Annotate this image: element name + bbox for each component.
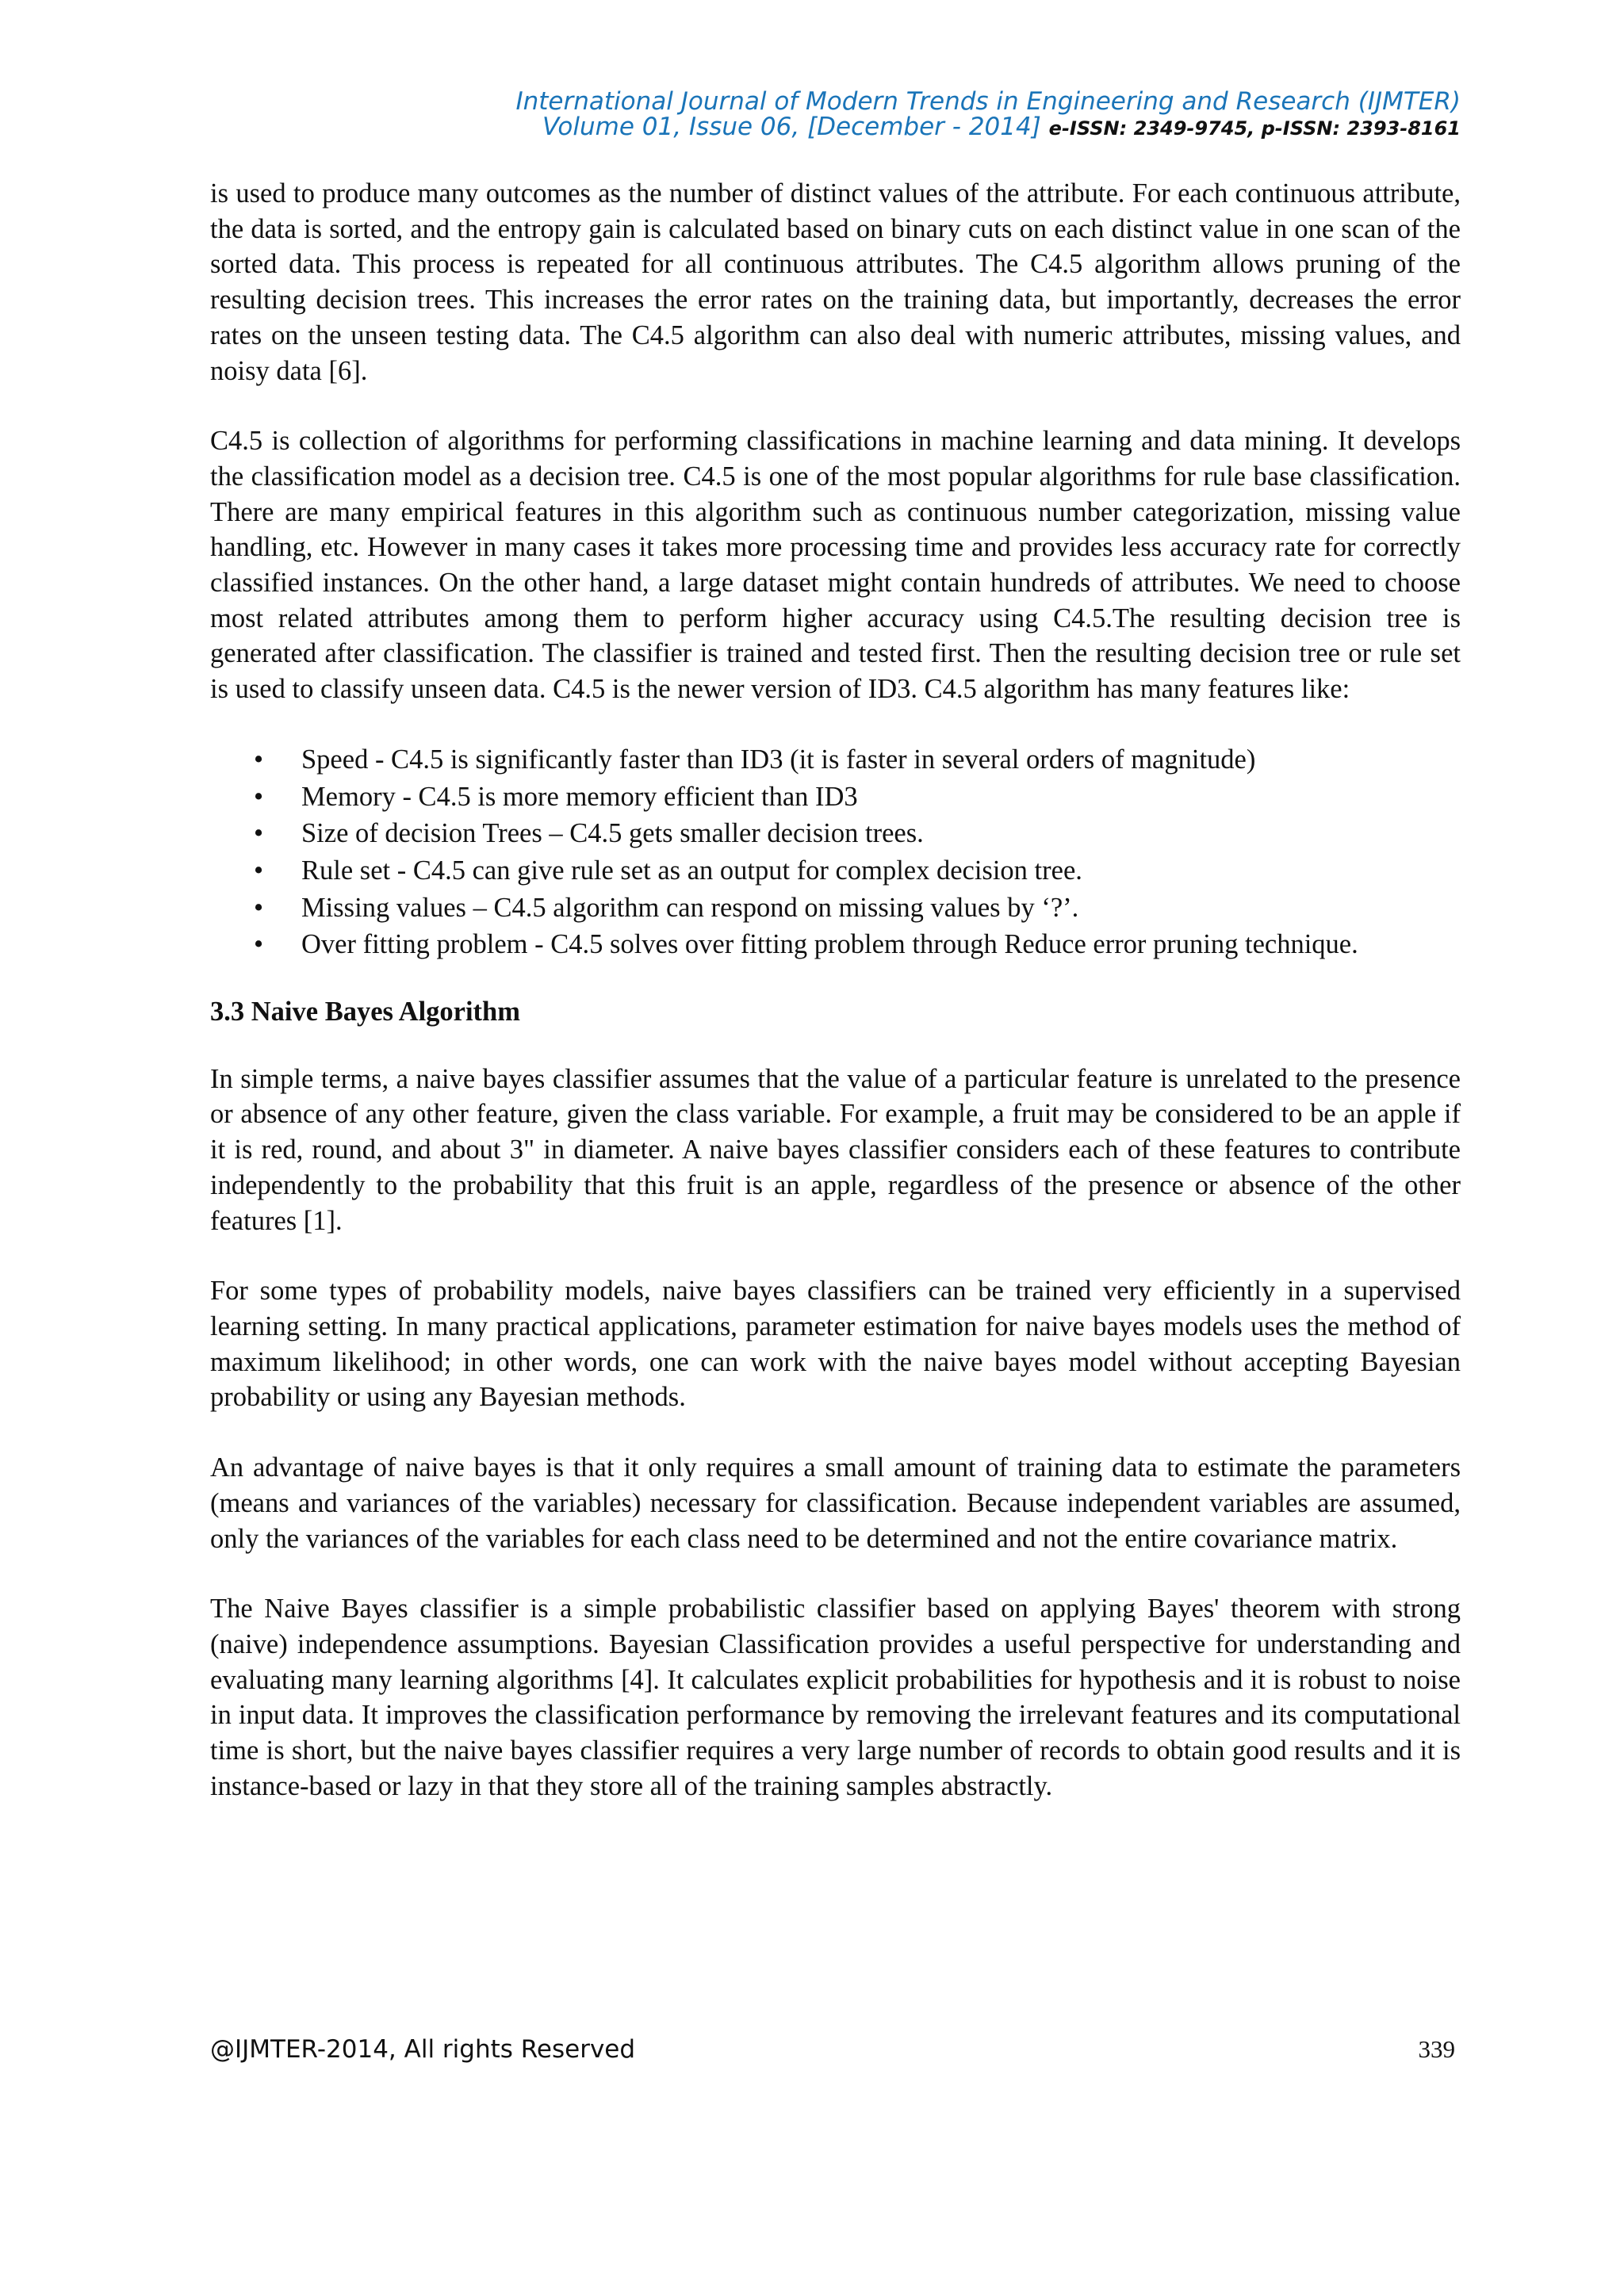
journal-issn: e-ISSN: 2349-9745, p-ISSN: 2393-8161 [1048, 117, 1461, 140]
paragraph-naive-bayes-classifier: The Naive Bayes classifier is a simple probabilistic classifier based on applying Bayes' theorem with strong (naive) independence assumptions. Bayesian Classification provides a useful perspective for understanding and evaluating many learning algorithms [4]. It calculates explicit probabilities for hypothesis and it is robust to noise in input data. It improves the classification performance by removing the irrelevant features and its computational time is short, but the naive bayes classifier requires a very large number of records to obtain good results and it is instance-based or lazy in that they store all of the training samples abstractly. [210, 1594, 1461, 1801]
list-item [210, 779, 1461, 815]
paragraph-c45-pruning: is used to produce many outcomes as the number of distinct values of the attribute. For each continuous attribute, the data is sorted, and the entropy gain is calculated based on binary cuts on each distinct value in one scan of the sorted data. This process is repeated for all continuous attributes. The C4.5 algorithm allows pruning of the resulting decision trees. This increases the error rates on the training data, but importantly, decreases the error rates on the unseen testing data. The C4.5 algorithm can also deal with numeric attributes, missing values, and noisy data [6]. [210, 178, 1461, 386]
paragraph-naive-bayes-advantage: An advantage of naive bayes is that it only requires a small amount of training data to estimate the parameters (means and variances of the variables) necessary for classification. Because independent variables are assumed, only the variances of the variables for each class need to be determined and not the entire covariance matrix. [210, 1452, 1461, 1554]
journal-volume: Volume 01, Issue 06, [December - 2014] [542, 113, 1041, 141]
journal-title: International Journal of Modern Trends in Engineering and Research (IJMTER) [515, 87, 1461, 116]
list-item [210, 927, 1461, 962]
list-item-text: Over fitting problem - C4.5 solves over fitting problem through Reduce error pruning technique. [301, 929, 1358, 960]
c45-features-list [210, 742, 1461, 962]
page-number: 339 [1418, 2035, 1455, 2063]
bullet-icon: • [254, 855, 264, 886]
journal-header [210, 89, 1461, 141]
list-item [210, 853, 1461, 889]
bullet-icon: • [254, 781, 264, 812]
list-item [210, 816, 1461, 851]
bullet-icon: • [254, 818, 264, 849]
list-item-text: Rule set - C4.5 can give rule set as an output for complex decision tree. [301, 855, 1082, 886]
page-content [210, 176, 1461, 1839]
section-heading-naive-bayes: 3.3 Naive Bayes Algorithm [210, 997, 520, 1027]
bullet-icon: • [254, 744, 264, 775]
list-item-text: Size of decision Trees – C4.5 gets smaller decision trees. [301, 818, 924, 849]
bullet-icon: • [254, 929, 264, 960]
footer-copyright: @IJMTER-2014, All rights Reserved [210, 2035, 636, 2064]
bullet-icon: • [254, 892, 264, 923]
paragraph-naive-bayes-training: For some types of probability models, naive bayes classifiers can be trained very efficiently in a supervised learning setting. In many practical applications, parameter estimation for naive bayes models uses the method of maximum likelihood; in other words, one can work with the naive bayes model without accepting Bayesian probability or using any Bayesian methods. [210, 1276, 1461, 1413]
paragraph-naive-bayes-intro: In simple terms, a naive bayes classifier assumes that the value of a particular feature is unrelated to the presence or absence of any other feature, given the class variable. For example, a fruit may be considered to be an apple if it is red, round, and about 3" in diameter. A naive bayes classifier considers each of these features to contribute independently to the probability that this fruit is an apple, regardless of the presence or absence of the other features [1]. [210, 1063, 1461, 1236]
list-item-text: Memory - C4.5 is more memory efficient than ID3 [301, 781, 858, 812]
list-item [210, 742, 1461, 778]
paragraph-c45-overview: C4.5 is collection of algorithms for performing classifications in machine learning and data mining. It develops the classification model as a decision tree. C4.5 is one of the most popular algorithms for rule base classification. There are many empirical features in this algorithm such as continuous number categorization, missing value handling, etc. However in many cases it takes more processing time and provides less accuracy rate for correctly classified instances. On the other hand, a large dataset might contain hundreds of attributes. We need to choose most related attributes among them to perform higher accuracy using C4.5.The resulting decision tree is generated after classification. The classifier is trained and tested first. Then the resulting decision tree or rule set is used to classify unseen data. C4.5 is the newer version of ID3. C4.5 algorithm has many features like: [210, 426, 1461, 705]
list-item-text: Speed - C4.5 is significantly faster than ID3 (it is faster in several orders of magnitude) [301, 744, 1256, 775]
list-item [210, 890, 1461, 926]
journal-volume-line [210, 114, 1461, 141]
list-item-text: Missing values – C4.5 algorithm can respond on missing values by ‘?’. [301, 892, 1079, 923]
